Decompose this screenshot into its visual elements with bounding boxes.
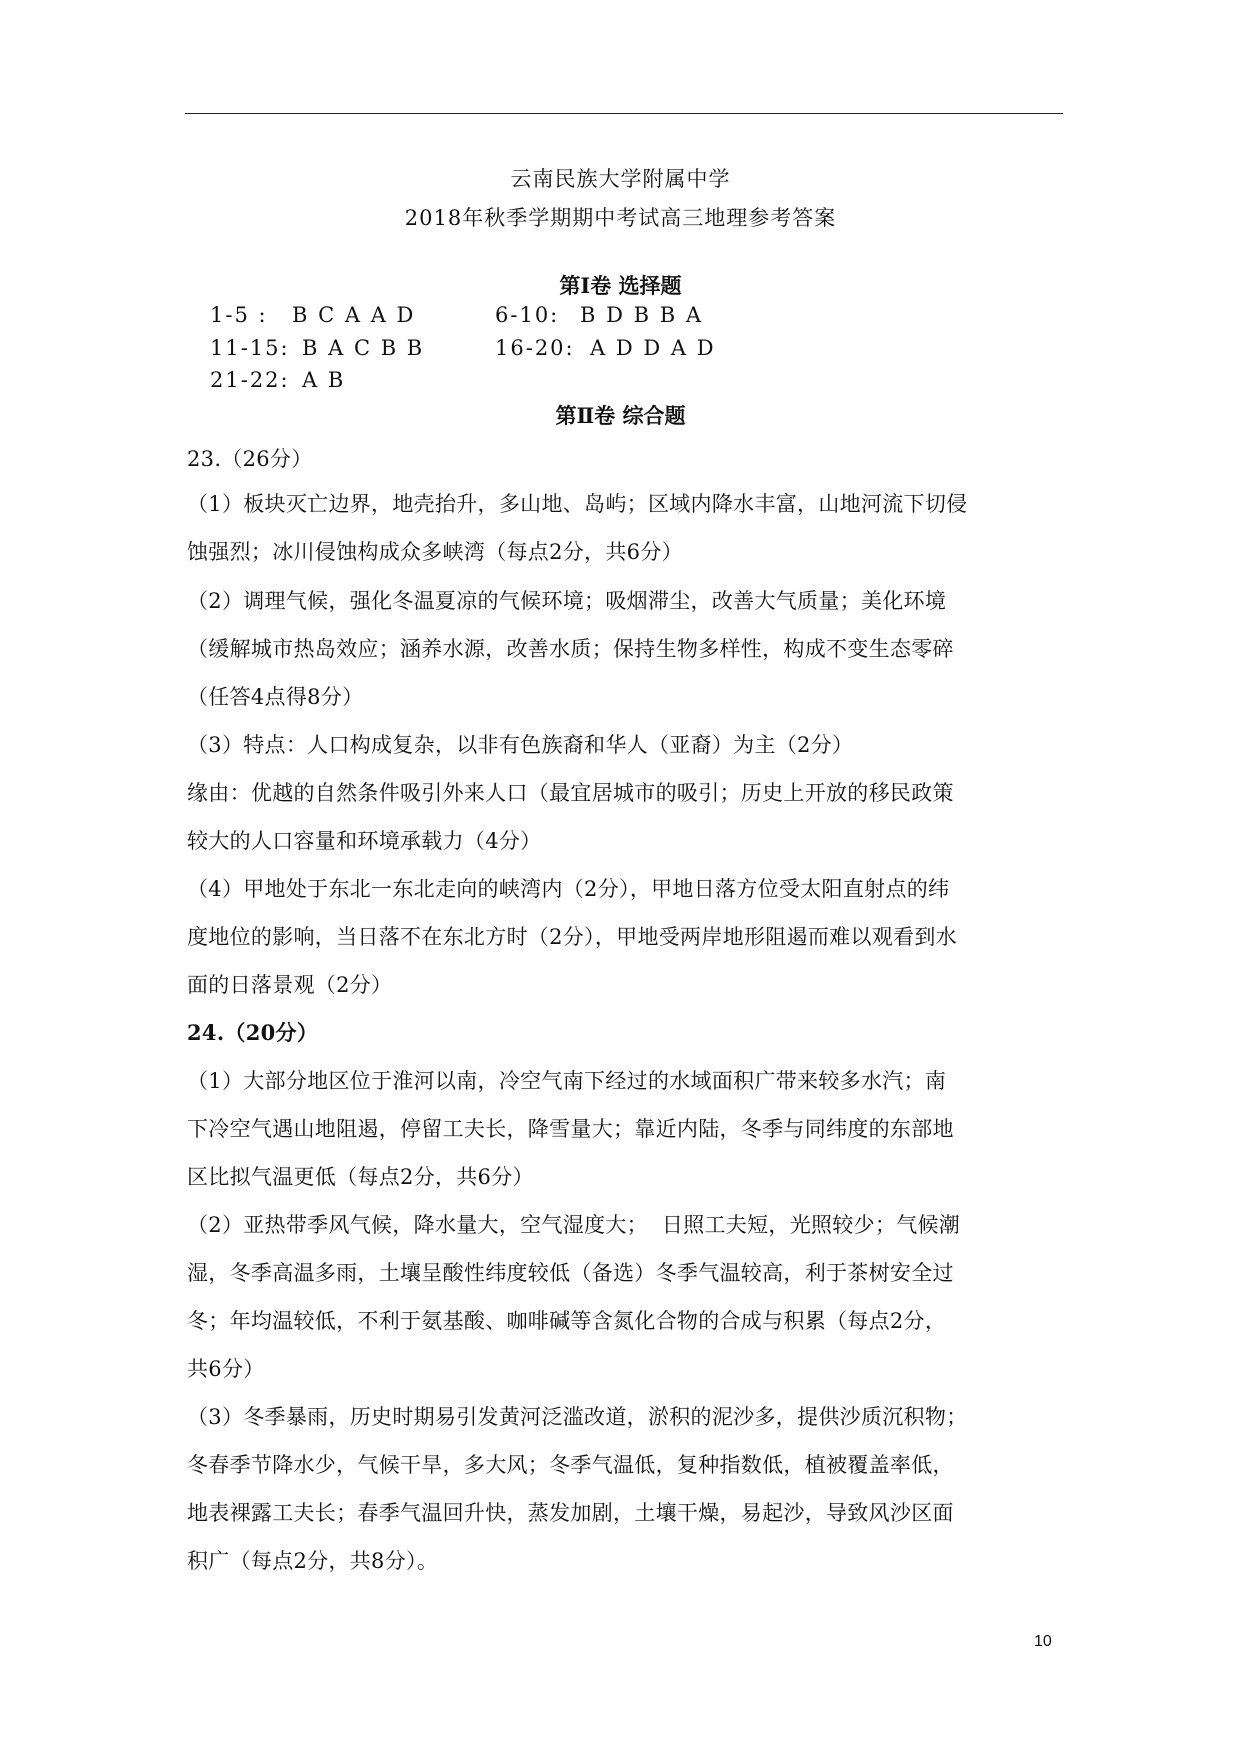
answer-line: （1）板块灭亡边界，地壳抬升，多山地、岛屿；区域内降水丰富，山地河流下切侵 [187, 492, 968, 516]
school-name: 云南民族大学附属中学 [510, 167, 731, 191]
answer-line: 较大的人口容量和环境承载力（4分） [187, 829, 542, 853]
answer-line: 下冷空气遇山地阻遏，停留工夫长，降雪量大；靠近内陆，冬季与同纬度的东部地 [187, 1117, 954, 1141]
mc-range: 11-15: [210, 336, 290, 360]
answer-line: 蚀强烈；冰川侵蚀构成众多峡湾（每点2分，共6分） [187, 540, 683, 564]
answer-line: （2）亚热带季风气候，降水量大，空气湿度大； 日照工夫短，光照较少；气候潮 [187, 1213, 961, 1237]
mc-range: 21-22: [210, 368, 290, 392]
answer-line: （任答4点得8分） [187, 685, 364, 709]
answer-line: 共6分） [187, 1357, 265, 1381]
answer-line: 冬春季节降水少，气候干旱，多大风；冬季气温低，复种指数低，植被覆盖率低， [187, 1453, 954, 1477]
mc-range: 6-10: [495, 303, 560, 327]
answer-line: 冬；年均温较低，不利于氨基酸、咖啡碱等含氮化合物的合成与积累（每点2分， [187, 1309, 947, 1333]
answer-line: 度地位的影响，当日落不在东北方时（2分），甲地受两岸地形阻遏而难以观看到水 [187, 925, 957, 949]
part2-heading: 第Ⅱ卷 综合题 [555, 403, 686, 428]
mc-answers: A B [302, 368, 346, 392]
answer-line: 地表裸露工夫长；春季气温回升快，蒸发加剧，土壤干燥，易起沙，导致风沙区面 [187, 1501, 954, 1525]
answer-line: （2）调理气候，强化冬温夏凉的气候环境；吸烟滞尘，改善大气质量；美化环境 [187, 589, 947, 613]
answer-line: （3）特点：人口构成复杂，以非有色族裔和华人（亚裔）为主（2分） [187, 733, 854, 757]
question-heading: 24.（20分） [187, 1020, 319, 1045]
mc-answers: B C A A D [292, 303, 416, 327]
answer-line: 面的日落景观（2分） [187, 973, 393, 997]
answer-line: （缓解城市热岛效应；涵养水源，改善水质；保持生物多样性，构成不变生态零碎 [187, 637, 954, 661]
mc-answers: B A C B B [302, 336, 425, 360]
answer-line: 区比拟气温更低（每点2分，共6分） [187, 1165, 534, 1189]
mc-answers: B D B B A [580, 303, 703, 327]
part1-heading: 第Ⅰ卷 选择题 [559, 273, 682, 298]
answer-line: （4）甲地处于东北一东北走向的峡湾内（2分），甲地日落方位受太阳直射点的纬 [187, 877, 950, 901]
answer-line: 湿，冬季高温多雨，土壤呈酸性纬度较低（备选）冬季气温较高，利于茶树安全过 [187, 1261, 954, 1285]
answer-line: （1）大部分地区位于淮河以南，冷空气南下经过的水域面积广带来较多水汽；南 [187, 1069, 947, 1093]
header-rule [185, 113, 1063, 114]
mc-range: 1-5 : [210, 303, 268, 327]
page-number: 10 [1034, 1633, 1052, 1650]
answer-line: 积广（每点2分，共8分）。 [187, 1549, 439, 1573]
exam-title: 2018年秋季学期期中考试高三地理参考答案 [404, 206, 837, 230]
answer-line: （3）冬季暴雨，历史时期易引发黄河泛滥改道，淤积的泥沙多，提供沙质沉积物； [187, 1405, 968, 1429]
mc-answers: A D D A D [590, 336, 716, 360]
mc-range: 16-20: [495, 336, 575, 360]
answer-line: 23.（26分） [187, 447, 313, 471]
answer-line: 缘由：优越的自然条件吸引外来人口（最宜居城市的吸引；历史上开放的移民政策 [187, 781, 954, 805]
